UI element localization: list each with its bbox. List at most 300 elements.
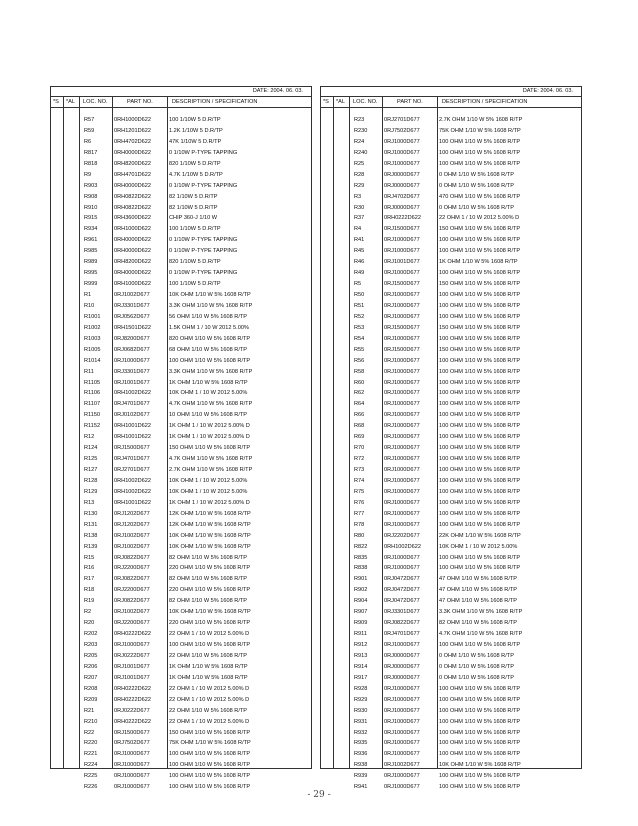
- loc-no-cell: R22: [84, 729, 95, 736]
- description-cell: 22 OHM 1 / 10 W 2012 5.00% D: [169, 685, 250, 692]
- table-row: [321, 290, 581, 301]
- part-no-cell: 0RJ1500D677: [114, 445, 150, 452]
- part-no-cell: 0RJ1000D677: [384, 467, 420, 473]
- description-cell: 100 OHM 1/10 W 5% 1608 R/TP: [439, 138, 521, 145]
- part-no-cell: 0RJ3301D677: [384, 609, 420, 616]
- description-cell: CHIP 360-J 1/10 W: [169, 215, 218, 222]
- table-row: [51, 738, 311, 749]
- part-no-cell: 0RJ1000D677: [384, 335, 420, 342]
- loc-no-cell: R929: [354, 696, 368, 703]
- loc-no-cell: R910: [84, 204, 98, 211]
- loc-no-cell: R935: [354, 740, 368, 747]
- part-no-cell: 0RJ0000D677: [384, 204, 420, 211]
- part-no-cell: 0RJ0222D677: [114, 652, 150, 659]
- table-row: [51, 290, 311, 301]
- description-cell: 100 OHM 1/10 W 5% 1608 R/TP: [439, 248, 521, 255]
- part-no-cell: 0RJ1000D677: [384, 707, 420, 714]
- date-label: DATE: 2004. 06. 03.: [321, 87, 581, 97]
- loc-no-cell: R128: [84, 477, 98, 484]
- part-no-cell: 0RJ8200D677: [114, 335, 150, 342]
- loc-no-cell: R209: [84, 696, 98, 703]
- part-no-cell: 0RJ1000D677: [384, 423, 420, 430]
- table-row: [321, 126, 581, 137]
- table-row: [51, 509, 311, 520]
- description-cell: 100 1/10W 5 D.R/TP: [169, 281, 221, 288]
- description-cell: 100 OHM 1/10 W 5% 1608 R/TP: [439, 554, 521, 561]
- table-row: [51, 378, 311, 389]
- loc-no-cell: R18: [84, 587, 95, 594]
- table-row: [321, 476, 581, 487]
- loc-no-cell: R903: [84, 182, 98, 189]
- loc-no-cell: R221: [84, 751, 98, 758]
- loc-no-cell: R56: [354, 357, 365, 364]
- part-no-cell: 0RJ0000D677: [384, 674, 420, 681]
- part-no-cell: 0RJ1500D677: [384, 226, 420, 233]
- part-no-cell: 0RJ0472D677: [384, 576, 420, 583]
- loc-no-cell: R931: [354, 718, 368, 725]
- description-cell: 0 1/10W P-TYPE TAPPING: [169, 270, 238, 277]
- loc-no-cell: R936: [354, 751, 368, 758]
- loc-no-cell: R902: [354, 587, 368, 594]
- part-no-cell: 0RJ1000D677: [384, 292, 420, 298]
- part-no-cell: 0RJ1000D677: [384, 149, 420, 156]
- part-no-cell: 0RH1002D622: [114, 488, 152, 495]
- loc-no-cell: R139: [84, 543, 98, 550]
- description-cell: 82 OHM 1/10 W 5% 1608 R/TP: [169, 598, 248, 605]
- table-header: [51, 97, 311, 108]
- description-cell: 100 OHM 1/10 W 5% 1608 R/TP: [439, 488, 521, 495]
- description-cell: 100 OHM 1/10 W 5% 1608 R/TP: [439, 773, 521, 780]
- table-body: [51, 115, 311, 793]
- table-row: [321, 213, 581, 224]
- table-row: [51, 771, 311, 782]
- table-row: [51, 323, 311, 334]
- table-row: [51, 749, 311, 760]
- loc-no-cell: R21: [84, 707, 95, 714]
- description-cell: 12K OHM 1/10 W 5% 1608 R/TP: [169, 510, 251, 517]
- loc-no-cell: R203: [84, 642, 98, 648]
- part-no-cell: 0RJ4701D677: [384, 631, 420, 638]
- description-cell: 82 1/10W 5 D.R/TP: [169, 193, 218, 200]
- loc-no-cell: R28: [354, 171, 365, 178]
- description-cell: 10K OHM 1 / 10 W 2012 5.00%: [439, 543, 518, 550]
- loc-no-cell: R915: [84, 215, 98, 222]
- loc-no-cell: R202: [84, 631, 98, 638]
- description-cell: 220 OHM 1/10 W 5% 1608 R/TP: [169, 565, 251, 572]
- part-no-cell: 0RH1002D622: [114, 477, 152, 484]
- loc-no-cell: R917: [354, 674, 368, 681]
- part-no-cell: 0RH1501D622: [114, 324, 152, 331]
- description-cell: 10K OHM 1/10 W 5% 1608 R/TP: [439, 762, 521, 769]
- loc-no-cell: R24: [354, 138, 365, 145]
- loc-no-cell: R911: [354, 631, 367, 638]
- part-no-cell: 0RH1001D622: [114, 423, 152, 430]
- description-cell: 220 OHM 1/10 W 5% 1608 R/TP: [169, 587, 251, 594]
- part-no-cell: 0RJ1001D677: [114, 663, 150, 670]
- table-row: [321, 607, 581, 618]
- part-no-cell: 0RH4701D622: [114, 171, 152, 178]
- description-cell: 100 OHM 1/10 W 5% 1608 R/TP: [439, 740, 521, 747]
- table-row: [51, 574, 311, 585]
- description-cell: 100 OHM 1/10 W 5% 1608 R/TP: [439, 467, 521, 473]
- description-cell: 100 OHM 1/10 W 5% 1608 R/TP: [439, 292, 521, 298]
- part-no-cell: 0RH8200D622: [114, 160, 152, 167]
- loc-no-cell: R207: [84, 674, 98, 681]
- header-s: *S: [323, 99, 329, 105]
- table-row: [321, 673, 581, 684]
- table-row: [321, 378, 581, 389]
- description-cell: 10 OHM 1/10 W 5% 1608 R/TP: [169, 412, 248, 419]
- description-cell: 3.3K OHM 1/10 W 5% 1608 R/TP: [169, 302, 253, 309]
- loc-no-cell: R125: [84, 456, 98, 463]
- table-row: [321, 706, 581, 717]
- part-no-cell: 0RH0000D622: [114, 149, 152, 156]
- loc-no-cell: R822: [354, 543, 368, 550]
- header-al: *AL: [66, 99, 76, 105]
- table-row: [321, 279, 581, 290]
- loc-no-cell: R818: [84, 160, 98, 167]
- description-cell: 1K OHM 1/10 W 5% 1608 R/TP: [169, 663, 248, 670]
- part-no-cell: 0RJ0822D677: [114, 598, 150, 605]
- part-no-cell: 0RJ0472D677: [384, 598, 420, 605]
- part-no-cell: 0RJ1000D677: [384, 565, 420, 572]
- table-row: [51, 596, 311, 607]
- part-no-cell: 0RJ0822D677: [384, 620, 420, 627]
- loc-no-cell: R124: [84, 445, 98, 452]
- loc-no-cell: R240: [354, 149, 368, 156]
- description-cell: 1K OHM 1/10 W 5% 1608 R/TP: [169, 674, 248, 681]
- description-cell: 10K OHM 1/10 W 5% 1608 R/TP: [169, 292, 251, 298]
- table-row: [51, 640, 311, 651]
- loc-no-cell: R989: [84, 259, 98, 266]
- part-no-cell: 0RJ1500D677: [114, 729, 150, 736]
- table-row: [51, 257, 311, 268]
- part-no-cell: 0RJ7502D677: [384, 127, 420, 134]
- description-cell: 100 1/10W 5 D.R/TP: [169, 226, 221, 233]
- header-description: DESCRIPTION / SPECIFICATION: [172, 99, 258, 105]
- description-cell: 100 OHM 1/10 W 5% 1608 R/TP: [439, 751, 521, 758]
- loc-no-cell: R75: [354, 488, 365, 495]
- description-cell: 100 OHM 1/10 W 5% 1608 R/TP: [439, 510, 521, 517]
- part-no-cell: 0RH3600D622: [114, 215, 152, 222]
- table-row: [321, 629, 581, 640]
- table-row: [51, 246, 311, 257]
- description-cell: 22 OHM 1 / 10 W 2012 5.00% D: [169, 718, 250, 725]
- part-no-cell: 0RJ1000D677: [384, 248, 420, 255]
- description-cell: 100 OHM 1/10 W 5% 1608 R/TP: [439, 445, 521, 452]
- table-row: [321, 596, 581, 607]
- part-no-cell: 0RJ1000D677: [384, 499, 420, 506]
- loc-no-cell: R1106: [84, 390, 101, 397]
- loc-no-cell: R51: [354, 302, 365, 309]
- table-row: [51, 651, 311, 662]
- loc-no-cell: R205: [84, 652, 98, 659]
- part-no-cell: 0RJ1000D677: [384, 477, 420, 484]
- part-no-cell: 0RJ1002D677: [114, 609, 150, 616]
- loc-no-cell: R838: [354, 565, 368, 572]
- table-row: [51, 760, 311, 771]
- part-no-cell: 0RJ3301D677: [114, 302, 150, 309]
- description-cell: 22 OHM 1 / 10 W 2012 5.00% D: [169, 696, 250, 703]
- description-cell: 10K OHM 1/10 W 5% 1608 R/TP: [169, 609, 251, 616]
- description-cell: 1.5K OHM 1 / 10 W 2012 5.00%: [169, 324, 249, 331]
- description-cell: 75K OHM 1/10 W 5% 1608 R/TP: [439, 127, 521, 134]
- loc-no-cell: R77: [354, 510, 365, 517]
- description-cell: 470 OHM 1/10 W 5% 1608 R/TP: [439, 193, 521, 200]
- part-no-cell: 0RJ2202D677: [384, 532, 420, 539]
- loc-no-cell: R4: [354, 226, 362, 233]
- description-cell: 1K OHM 1/10 W 5% 1608 R/TP: [439, 259, 518, 266]
- loc-no-cell: R206: [84, 663, 98, 670]
- part-no-cell: 0RJ1000D677: [384, 160, 420, 167]
- loc-no-cell: R904: [354, 598, 368, 605]
- table-row: [51, 410, 311, 421]
- part-no-cell: 0RJ1000D677: [384, 445, 420, 452]
- part-no-cell: 0RJ1202D677: [114, 521, 150, 528]
- description-cell: 82 1/10W 5 D.R/TP: [169, 204, 218, 211]
- part-no-cell: 0RH0000D622: [114, 237, 152, 244]
- loc-no-cell: R1152: [84, 423, 101, 430]
- part-no-cell: 0RJ7502D677: [114, 740, 150, 747]
- loc-no-cell: R74: [354, 477, 365, 484]
- description-cell: 4.7K OHM 1/10 W 5% 1608 R/TP: [169, 456, 253, 463]
- loc-no-cell: R208: [84, 685, 98, 692]
- table-row: [51, 399, 311, 410]
- table-row: [51, 432, 311, 443]
- loc-no-cell: R60: [354, 379, 365, 386]
- table-row: [321, 421, 581, 432]
- description-cell: 100 OHM 1/10 W 5% 1608 R/TP: [439, 313, 521, 320]
- description-cell: 56 OHM 1/10 W 5% 1608 R/TP: [169, 313, 248, 320]
- table-row: [321, 553, 581, 564]
- loc-no-cell: R37: [354, 215, 365, 222]
- table-row: [51, 367, 311, 378]
- part-no-cell: 0RJ1000D677: [384, 368, 420, 375]
- part-no-cell: 0RJ1000D677: [114, 357, 150, 364]
- loc-no-cell: R53: [354, 324, 365, 331]
- description-cell: 100 OHM 1/10 W 5% 1608 R/TP: [169, 773, 251, 780]
- part-no-cell: 0RJ1000D677: [384, 237, 420, 244]
- description-cell: 47 OHM 1/10 W 5% 1608 R/TP: [439, 587, 518, 594]
- loc-no-cell: R1002: [84, 324, 101, 331]
- part-no-cell: 0RJ0000D677: [384, 652, 420, 659]
- part-no-cell: 0RJ0562D677: [114, 313, 150, 320]
- table-body: [321, 115, 581, 793]
- table-row: [321, 345, 581, 356]
- part-no-cell: 0RH0222D622: [114, 696, 152, 703]
- description-cell: 100 OHM 1/10 W 5% 1608 R/TP: [169, 642, 251, 648]
- table-row: [321, 717, 581, 728]
- description-cell: 820 OHM 1/10 W 5% 1608 R/TP: [169, 335, 251, 342]
- table-row: [51, 159, 311, 170]
- part-no-cell: 0RJ1202D677: [114, 510, 150, 517]
- table-row: [321, 520, 581, 531]
- table-row: [51, 673, 311, 684]
- header-part-no: PART NO.: [127, 99, 153, 105]
- part-no-cell: 0RJ0472D677: [384, 587, 420, 594]
- table-row: [321, 618, 581, 629]
- table-row: [321, 399, 581, 410]
- description-cell: 100 OHM 1/10 W 5% 1608 R/TP: [439, 412, 521, 419]
- part-no-cell: 0RJ4701D677: [114, 401, 150, 408]
- loc-no-cell: R10: [84, 302, 95, 309]
- table-row: [51, 137, 311, 148]
- description-cell: 820 1/10W 5 D.R/TP: [169, 160, 221, 167]
- loc-no-cell: R5: [354, 281, 362, 288]
- part-no-cell: 0RJ0000D677: [384, 182, 420, 189]
- description-cell: 100 OHM 1/10 W 5% 1608 R/TP: [169, 762, 251, 769]
- description-cell: 100 OHM 1/10 W 5% 1608 R/TP: [169, 751, 251, 758]
- loc-no-cell: R928: [354, 685, 368, 692]
- table-row: [51, 706, 311, 717]
- parts-table-right: [320, 86, 582, 791]
- loc-no-cell: R13: [84, 499, 95, 506]
- description-cell: 100 OHM 1/10 W 5% 1608 R/TP: [439, 729, 521, 736]
- loc-no-cell: R46: [354, 259, 365, 266]
- loc-no-cell: R25: [354, 160, 365, 167]
- table-row: [321, 388, 581, 399]
- loc-no-cell: R127: [84, 467, 98, 473]
- loc-no-cell: R210: [84, 718, 98, 725]
- description-cell: 100 OHM 1/10 W 5% 1608 R/TP: [439, 477, 521, 484]
- loc-no-cell: R131: [84, 521, 98, 528]
- part-no-cell: 0RJ1000D677: [114, 773, 150, 780]
- description-cell: 820 1/10W 5 D.R/TP: [169, 259, 221, 266]
- table-row: [51, 629, 311, 640]
- table-row: [321, 574, 581, 585]
- part-no-cell: 0RJ0000D677: [384, 663, 420, 670]
- part-no-cell: 0RJ0000D677: [384, 171, 420, 178]
- table-row: [51, 334, 311, 345]
- part-no-cell: 0RJ1002D677: [114, 543, 150, 550]
- loc-no-cell: R941: [354, 784, 368, 791]
- description-cell: 2.7K OHM 1/10 W 5% 1608 R/TP: [169, 467, 253, 473]
- part-no-cell: 0RJ1000D677: [114, 751, 150, 758]
- part-no-cell: 0RJ1001D677: [114, 674, 150, 681]
- table-row: [51, 520, 311, 531]
- description-cell: 47K 1/10W 5 D.R/TP: [169, 138, 222, 145]
- loc-no-cell: R939: [354, 773, 368, 780]
- table-row: [321, 323, 581, 334]
- description-cell: 3.3K OHM 1/10 W 5% 1608 R/TP: [439, 609, 523, 616]
- part-no-cell: 0RH0822D622: [114, 204, 152, 211]
- loc-no-cell: R54: [354, 335, 365, 342]
- loc-no-cell: R1: [84, 292, 92, 298]
- part-no-cell: 0RJ1000D677: [384, 488, 420, 495]
- loc-no-cell: R12: [84, 434, 95, 441]
- table-row: [321, 771, 581, 782]
- page-number: - 29 -: [307, 790, 331, 800]
- loc-no-cell: R11: [84, 368, 94, 375]
- header-loc-no: LOC. NO.: [353, 99, 378, 105]
- description-cell: 100 OHM 1/10 W 5% 1608 R/TP: [169, 357, 251, 364]
- table-row: [321, 148, 581, 159]
- part-no-cell: 0RJ0822D677: [114, 576, 150, 583]
- header-al: *AL: [336, 99, 346, 105]
- description-cell: 82 OHM 1/10 W 5% 1608 R/TP: [169, 554, 248, 561]
- loc-no-cell: R224: [84, 762, 98, 769]
- table-row: [51, 695, 311, 706]
- part-no-cell: 0RH1002D622: [114, 390, 152, 397]
- part-no-cell: 0RJ0822D677: [114, 554, 150, 561]
- table-header: [321, 97, 581, 108]
- table-row: [51, 312, 311, 323]
- description-cell: 22 OHM 1/10 W 5% 1608 R/TP: [169, 652, 248, 659]
- header-description: DESCRIPTION / SPECIFICATION: [442, 99, 528, 105]
- table-row: [51, 115, 311, 126]
- table-row: [321, 585, 581, 596]
- description-cell: 220 OHM 1/10 W 5% 1608 R/TP: [169, 620, 251, 627]
- table-row: [51, 235, 311, 246]
- description-cell: 150 OHM 1/10 W 5% 1608 R/TP: [169, 445, 251, 452]
- part-no-cell: 0RJ1001D677: [384, 259, 420, 266]
- part-no-cell: 0RJ1000D677: [384, 510, 420, 517]
- table-row: [51, 213, 311, 224]
- table-row: [321, 749, 581, 760]
- description-cell: 100 OHM 1/10 W 5% 1608 R/TP: [169, 784, 251, 791]
- description-cell: 75K OHM 1/10 W 5% 1608 R/TP: [169, 740, 251, 747]
- table-row: [51, 268, 311, 279]
- table-row: [51, 148, 311, 159]
- part-no-cell: 0RH0222D622: [114, 631, 152, 638]
- loc-no-cell: R912: [354, 642, 368, 648]
- part-no-cell: 0RJ1000D677: [384, 784, 420, 791]
- part-no-cell: 0RH1201D622: [114, 127, 152, 134]
- table-row: [51, 192, 311, 203]
- loc-no-cell: R68: [354, 423, 365, 430]
- description-cell: 100 OHM 1/10 W 5% 1608 R/TP: [439, 390, 521, 397]
- description-cell: 0 OHM 1/10 W 5% 1608 R/TP: [439, 652, 514, 659]
- table-row: [321, 356, 581, 367]
- table-row: [51, 476, 311, 487]
- description-cell: 4.7K OHM 1/10 W 5% 1608 R/TP: [439, 631, 523, 638]
- part-no-cell: 0RH1001D622: [114, 499, 152, 506]
- part-no-cell: 0RJ1500D677: [384, 281, 420, 288]
- description-cell: 68 OHM 1/10 W 5% 1608 R/TP: [169, 346, 248, 353]
- part-no-cell: 0RH0000D622: [114, 182, 152, 189]
- description-cell: 22K OHM 1/10 W 5% 1608 R/TP: [439, 532, 521, 539]
- loc-no-cell: R20: [84, 620, 95, 627]
- loc-no-cell: R1107: [84, 401, 101, 408]
- table-row: [321, 695, 581, 706]
- loc-no-cell: R45: [354, 248, 365, 255]
- part-no-cell: 0RJ2200D677: [114, 565, 150, 572]
- description-cell: 100 OHM 1/10 W 5% 1608 R/TP: [439, 642, 521, 648]
- table-row: [51, 465, 311, 476]
- table-row: [51, 421, 311, 432]
- table-row: [321, 410, 581, 421]
- description-cell: 1K OHM 1 / 10 W 2012 5.00% D: [169, 434, 250, 441]
- description-cell: 1K OHM 1 / 10 W 2012 5.00% D: [169, 423, 250, 430]
- description-cell: 1.2K 1/10W 5 D.R/TP: [169, 127, 223, 134]
- description-cell: 0 OHM 1/10 W 5% 1608 R/TP: [439, 182, 514, 189]
- table-row: [51, 279, 311, 290]
- table-row: [321, 235, 581, 246]
- table-row: [51, 618, 311, 629]
- loc-no-cell: R908: [84, 193, 98, 200]
- loc-no-cell: R985: [84, 248, 98, 255]
- part-no-cell: 0RJ1000D677: [384, 521, 420, 528]
- table-row: [51, 345, 311, 356]
- loc-no-cell: R59: [84, 127, 95, 134]
- description-cell: 100 OHM 1/10 W 5% 1608 R/TP: [439, 707, 521, 714]
- part-no-cell: 0RJ2200D677: [114, 620, 150, 627]
- table-row: [321, 170, 581, 181]
- part-no-cell: 0RH0222D622: [114, 685, 152, 692]
- table-row: [51, 607, 311, 618]
- part-no-cell: 0RJ2200D677: [114, 587, 150, 594]
- description-cell: 10K OHM 1 / 10 W 2012 5.00%: [169, 488, 248, 495]
